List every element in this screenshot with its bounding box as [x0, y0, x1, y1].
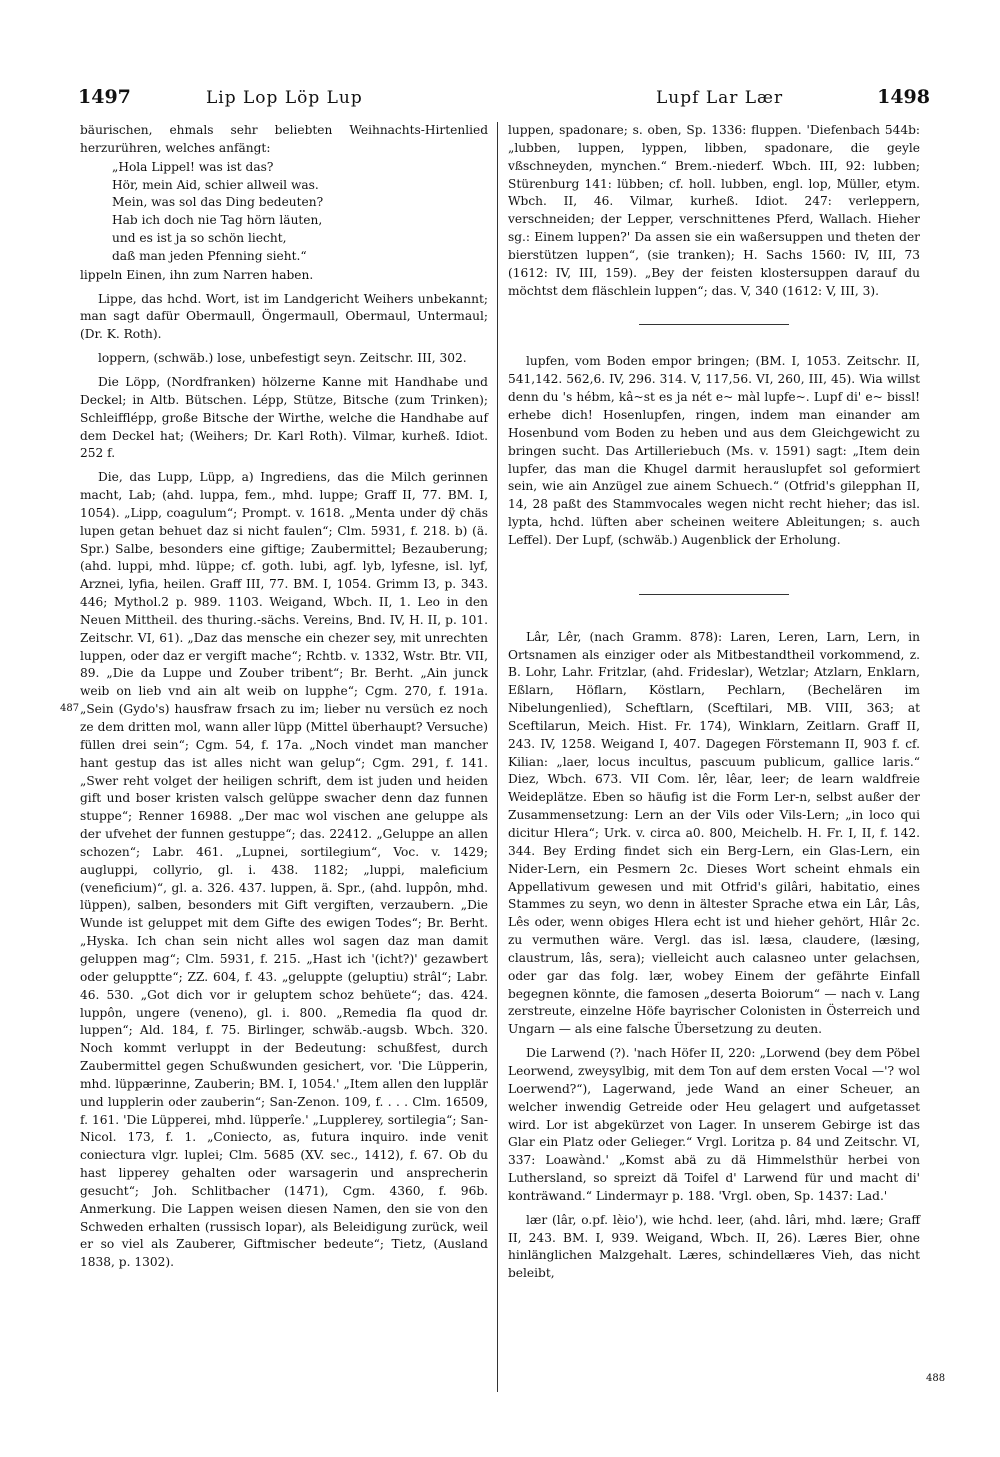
entry-lippe: Lippe, das hchd. Wort, ist im Landgericht Weihers unbekannt; man sagt dafür Obermaull, Öngermaull, Obermaul, Untermaul; (Dr. K. Roth).	[80, 291, 488, 342]
right-catchwords: Lupf Lar Lær	[656, 88, 784, 108]
entry-lupfen: lupfen, vom Boden empor bringen; (BM. I, 1053. Zeitschr. II, 541,142. 562,6. IV, 296. 314. V, 117,56. VI, 260, III, 45). Wia willst denn du 's hébm, kâ~st es ja nét e~ màl lupfe~. Lupf di' e~ bissl! erhebe dich! Hosenlupfen, ringen, indem man einander am Hosenbund vom Boden zu heben und aus dem Gleichgewicht zu bringen sucht. Das Artilleriebuch (Ms. v. 1591) sagt: „Item dein lupfer, das man die Khugel darmit herauslupfet sol geformiert sein, wie ain Anzügel zue ainem Schuech.“ (Otfrid's gilepphan II, 14, 28 paßt des Stammvocales wegen nicht recht hieher; das isl. lypta, hchd. lüften aber scheinen weitere Ableitungen; s. auch Leffel). Der Lupf, (schwäb.) Augenblick der Erholung.	[508, 354, 920, 547]
section-separator	[639, 324, 789, 325]
right-page-number: 1498	[877, 86, 930, 108]
entry-paragraph: bäurischen, ehmals sehr beliebten Weihnachts-Hirtenlied herzurühren, welches anfängt:	[80, 123, 488, 155]
column-divider	[497, 122, 498, 1392]
entry-paragraph: lippeln Einen, ihn zum Narren haben.	[80, 267, 314, 282]
right-column	[508, 122, 920, 1283]
poem-line: Mein, was sol das Ding bedeuten?	[112, 195, 324, 210]
entry-loepp: Die Löpp, (Nordfranken) hölzerne Kanne mit Handhabe und Deckel; in Altb. Bütschen. Lépp, Stütze, Bitsche (zum Trinken); Schleifflépp, große Bitsche der Wirthe, welche die Handhabe auf dem Deckel hat; (Weihers; Dr. Karl Roth). Vilmar, kurheß. Idiot. 252 f.	[80, 374, 488, 461]
entry-lupp: Die, das Lupp, Lüpp, a) Ingrediens, das die Milch gerinnen macht, Lab; (ahd. luppa, fem., mhd. luppe; Graff II, 77. BM. I, 1054). „Lipp, coagulum“; Prompt. v. 1618. „Menta under dÿ chäs lupen getan behuet daz si nicht faulen“; Clm. 5931, f. 218. b) (ä. Spr.) Salbe, besonders eine giftige; Zaubermittel; Bezauberung; (ahd. luppi, mhd. lüppe; cf. goth. lubi, agf. lyb, lyfesne, isl. lyf, Arznei, lyfia, heilen. Graff III, 77. BM. I, 1054. Grimm I3, p. 343. 446; Mythol.2 p. 989. 1103. Weigand, Wbch. II, 1. Leo in den Neuen Mittheil. des thuring.-sächs. Vereins, Bnd. IV, H. II, p. 101. Zeitschr. VI, 61). „Daz das mensche ein chezer sey, mit unrechten luppen, oder daz er vergift mache“; Rchtb. v. 1332, Wstr. Btr. VII, 89. „Die da Luppe und Zouber tribent“; Br. Berht. „Ain junck weib on lieb vnd ain alt weib on lupphe“; Cgm. 270, f. 191a. „Sein (Gydo's) hausfraw frsach zu im; lieber nu versüch ez noch ze dem dritten mol, wann aller lüpp (Mittel überhaupt? Versuche) füllen drei sein“; Cgm. 54, f. 17a. „Noch vindet man mancher hant gestup das ist alles nicht wan gelup“; Cgm. 291, f. 141. „Swer reht volget der heiligen schrift, dem ist juden und heiden gift und boser kristen valsch gelüppe swacher denn daz funnen stuppe“; Renner 16988. „Der mac wol vischen ane geluppe als der ufvehet der funnen gestuppe“; das. 22412. „Geluppe an allen schozen“; Labr. 461. „Lupnei, sortilegium“, Voc. v. 1429; augluppi, collyrio, gl. i. 438. 1182; „luppi, maleficium (veneficium)“, gl. a. 326. 437. luppen, ä. Spr., (ahd. luppôn, mhd. lüppen), salben, besonders mit Gift vergiften, verzaubern. „Die Wunde ist geluppet mit dem Gifte des ewigen Todes“; Br. Berht. „Hyska. Ich chan sein nicht alles wol sagen daz man damit geluppen mag“; Clm. 5931, f. 215. „Hast ich '(icht?)' gezawbert oder gelupptte“; ZZ. 604, f. 43. „geluppte (geluptiu) strâl“; Labr. 46. 530. „Got dich vor ir geluptem schoz behüete“; das. 424. luppôn, ungere (veneno), gl. i. 800. „Remedia fla quod dr. luppen“; Ald. 184, f. 75. Birlinger, schwäb.-augsb. Wbch. 320. Noch kommt verluppt in der Bedeutung: schußfest, durch Zaubermittel gegen Schußwunden gesichert, vor. 'Die Lüpperin, mhd. lüppærinne, Zauberin; BM. I, 1054.' „Item allen den lupplär und lupplerin oder zauberin“; San-Zenon. 109, f. . . . Clm. 16509, f. 161. 'Die Lüpperei, mhd. lüpperîe.' „Lupplerey, sortilegia“; San-Nicol. 173, f. 1. „Coniecto, as, futura inquiro. inde venit coniectura vlgr. luplei; Clm. 5685 (XV. sec., 1412), f. 67. Ob du hast lipperey gehalten oder warsagerin und ansprecherin gesucht“; Joh. Schlitbacher (1471), Cgm. 4360, f. 96b. Anmerkung. Die Lappen weisen diesen Namen, den sie von den Schweden erhalten (russisch lopar), als Beleidigung zurück, weil er so viel als Zauberer, Giftmischer bedeute“; Tietz, (Ausland 1838, p. 1302).	[80, 470, 488, 1270]
poem-line: Hab ich doch nie Tag hörn läuten,	[112, 213, 323, 228]
quoted-poem	[112, 159, 488, 266]
poem-line: und es ist ja so schön liecht,	[112, 231, 287, 246]
entry-lar: Lâr, Lêr, (nach Gramm. 878): Laren, Leren, Larn, Lern, in Ortsnamen als einziger oder als Mitbestandtheil vorkommend, z. B. Lohr, Lahr. Fritzlar, (ahd. Frideslar), Wetzlar; Atzlarn, Enklarn, Eßlarn, Höflarn, Köstlarn, Pechlarn, (Bechelären im Nibelungenlied), Scheftlarn, (Sceftilari, MB. VIII, 363; at Sceftilarun, Meich. Hist. Fr. 174), Winklarn, Zeitlarn. Graff II, 243. IV, 1258. Weigand I, 407. Dagegen Förstemann II, 903 f. cf. Kilian: „laer, locus incultus, pascuum publicum, gallice laris.“ Diez, Wbch. 673. VII Com. lêr, lêar, leer; de learn waldfreie Weideplätze. Eben so häufig ist die Form Ler-n, selbst außer der Zusammensetzung: Lern an der Vils oder Vils-Lern; „in loco qui dicitur Hlera“; Urk. v. circa a0. 800, Meichelb. H. Fr. I, II, f. 142. 344. Bey Erding findet sich ein Berg-Lern, ein Glas-Lern, ein Nider-Lern, ein Pesmern 2c. Dieses Wort scheint ehmals ein Appellativum gewesen und mit Otfrid's gilâri, habitatio, eines Stammes zu seyn, wo denn in ältester Sprache etwa ein Lâr, Lâs, Lês oder, wenn obiges Hlera echt ist und hieher gehört, Hlâr 2c. zu vermuthen wäre. Vergl. das isl. læsa, claudere, (læsing, claustrum, lâs, sera); vielleicht auch calasneo unter gelachsen, oder gar das folg. lær, wobey Einem der gefährte Einfall begegnen könnte, die famosen „deserta Boiorum“ — nach v. Lang zerstreute, einzelne Höfe bayrischer Colonisten in Österreich und Ungarn — als eine falsche Übersetzung zu deuten.	[508, 629, 920, 1037]
entry-luppen: luppen, spadonare; s. oben, Sp. 1336: fluppen. 'Diefenbach 544b: „lubben, luppen, lyppen, libben, spadonare, die geyle vßschneyden, mynchen.“ Brem.-niederf. Wbch. III, 92: lubben; Stürenburg 141: lübben; cf. holl. lubben, engl. lop, Müller, etym. Wbch. II, 46. Vilmar, kurheß. Idiot. 247: verleppern, verschneiden; der Lepper, verschnittenes Pferd, Wallach. Hieher sg.: Einem luppen?' Da assen sie ein waßersuppen und theten der bierstützen luppen“, (sie tranken); H. Sachs 1560: IV, III, 73 (1612: IV, III, 159). „Bey der feisten klostersuppen darauf du möchtst dem fläschlein luppen“; das. V, 340 (1612: V, III, 3).	[508, 123, 920, 298]
margin-number: 488	[926, 1373, 946, 1384]
left-catchwords: Lip Lop Löp Lup	[206, 88, 363, 108]
poem-line: „Hola Lippel! was ist das?	[112, 159, 274, 174]
section-separator	[639, 594, 789, 595]
poem-line: daß man jeden Pfenning sieht.“	[112, 248, 307, 263]
poem-line: Hör, mein Aid, schier allweil was.	[112, 177, 319, 192]
left-column	[80, 122, 488, 1272]
margin-number: 487	[60, 703, 80, 714]
page-header	[78, 86, 930, 114]
entry-larwend: Die Larwend (?). 'nach Höfer II, 220: „Lorwend (bey dem Pöbel Leorwend, zweysylbig, mit dem Ton auf dem ersten Vocal —'? wol Loerwend?“), Lagerwand, jede Wand an einer Scheuer, an welcher inwendig Getreide oder Heu gelagert und aufgetasset wird. Lor ist abgekürzet von Lager. In unserem Gebirge ist das Glar ein Platz oder Gelieger.“ Vrgl. Loritza p. 84 und Zeitschr. VI, 337: Loawànd.' „Komst abä zu dä Himmelsthür herbei von Luthersland, so spreizt dä Toifel d' Larwend für und macht di' konträwand.“ Lindermayr p. 188. 'Vrgl. oben, Sp. 1437: Lad.'	[508, 1046, 920, 1203]
entry-laer: lær (lâr, o.pf. lèio'), wie hchd. leer, (ahd. lâri, mhd. lære; Graff II, 243. BM. I, 939. Weigand, Wbch. II, 26). Læres Bier, ohne hinlänglichen Malzgehalt. Læres, schindellæres Vieh, das nicht beleibt,	[508, 1212, 920, 1281]
entry-loppern: loppern, (schwäb.) lose, unbefestigt seyn. Zeitschr. III, 302.	[98, 351, 467, 366]
left-page-number: 1497	[78, 86, 131, 108]
